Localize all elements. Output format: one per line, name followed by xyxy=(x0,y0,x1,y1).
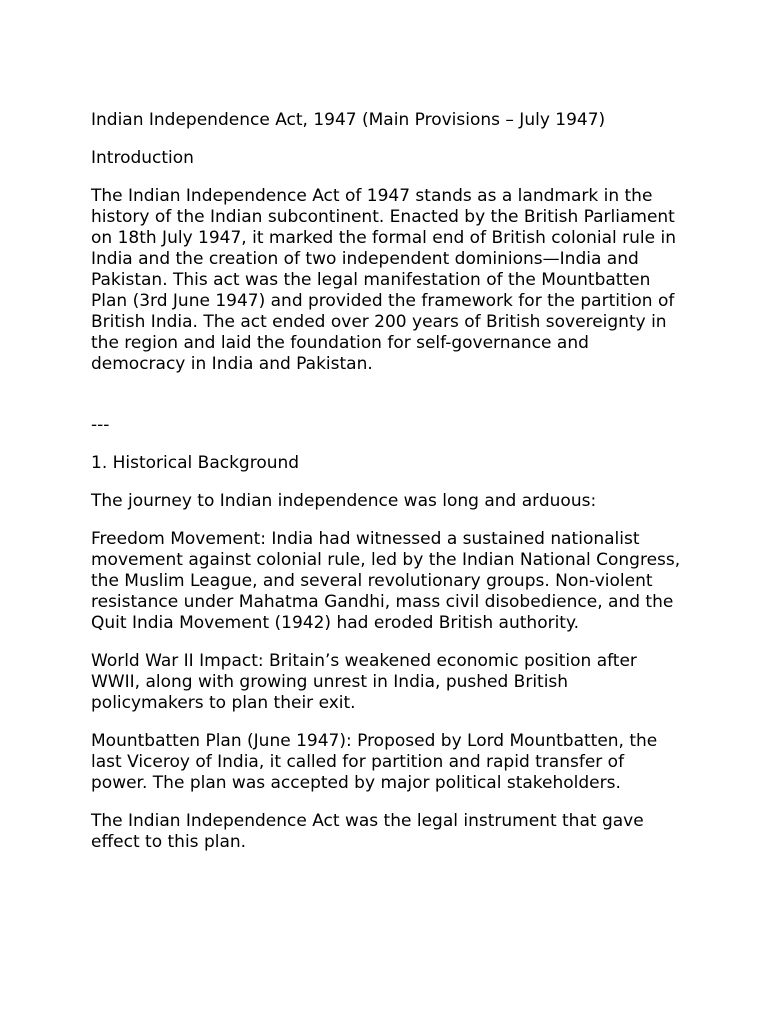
section-heading: 1. Historical Background xyxy=(91,453,300,473)
ww2-impact-paragraph: World War II Impact: Britain’s weakened economic position after WWII, along with growing unrest in India, pushed British policymakers to plan their exit. xyxy=(91,651,637,713)
section-intro-paragraph: The journey to Indian independence was long and arduous: xyxy=(91,491,597,511)
conclusion-paragraph: The Indian Independence Act was the legal instrument that gave effect to this plan. xyxy=(91,811,644,852)
section-separator: --- xyxy=(91,415,110,435)
introduction-heading: Introduction xyxy=(91,148,194,168)
document-body xyxy=(91,110,683,853)
document-title: Indian Independence Act, 1947 (Main Provisions – July 1947) xyxy=(91,110,606,130)
freedom-movement-paragraph: Freedom Movement: India had witnessed a sustained nationalist movement against colonial rule, led by the Indian National Congress, the Muslim League, and several revolutionary groups. Non-violent resistance under Mahatma Gandhi, mass civil disobedience, and the Quit India Movement (1942) had eroded British authority. xyxy=(91,529,681,633)
introduction-paragraph: The Indian Independence Act of 1947 stands as a landmark in the history of the Indian subcontinent. Enacted by the British Parliament on 18th July 1947, it marked the formal end of British colonial rule in India and the creation of two independent dominions—India and Pakistan. This act was the legal manifestation of the Mountbatten Plan (3rd June 1947) and provided the framework for the partition of British India. The act ended over 200 years of British sovereignty in the region and laid the foundation for self-governance and democracy in India and Pakistan. xyxy=(91,186,677,374)
mountbatten-plan-paragraph: Mountbatten Plan (June 1947): Proposed by Lord Mountbatten, the last Viceroy of India, it called for partition and rapid transfer of power. The plan was accepted by major political stakeholders. xyxy=(91,731,658,793)
